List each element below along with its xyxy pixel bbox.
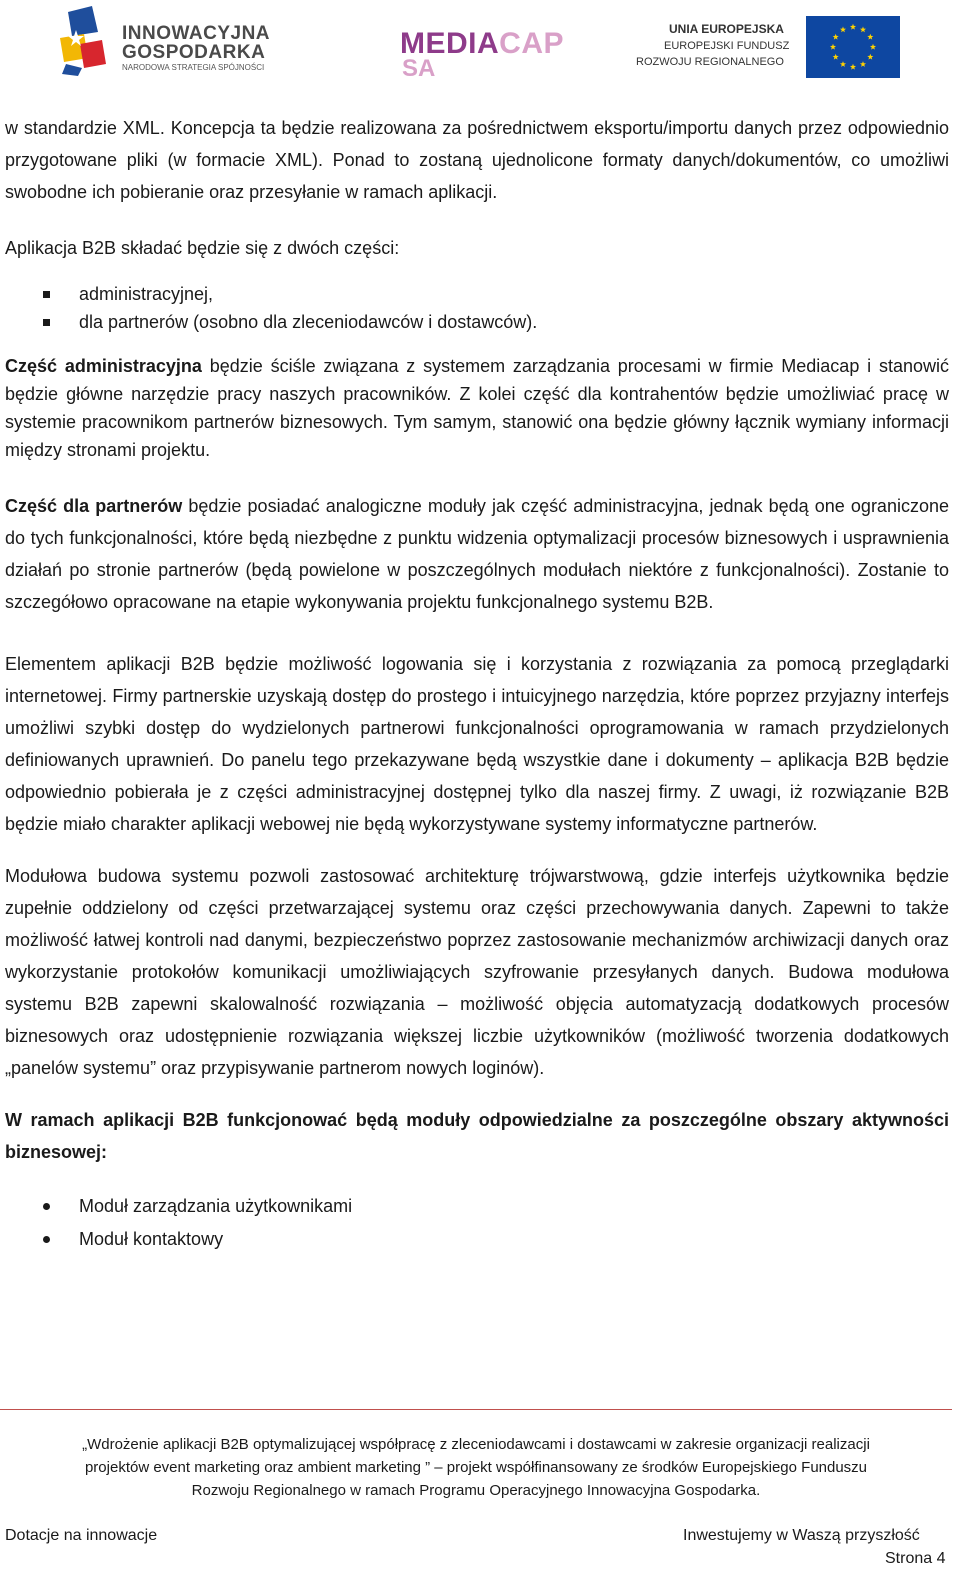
round-bullet-icon xyxy=(43,1203,50,1210)
paragraph-architecture: Modułowa budowa systemu pozwoli zastosować architekturę trójwarstwową, gdzie interfejs użytkownika będzie zupełnie oddzielony od części przetwarzającej systemu oraz części przechowywania danych. Zapewni to także możliwość łatwej kontroli nad danymi, bezpieczeństwo poprzez zastosowanie mechanizmów archiwizacji danych oraz wykorzystanie protokołów komunikacji umożliwiających szyfrowanie przesyłanych danych. Budowa modułowa systemu B2B zapewni skalowalność rozwiązania – możliwość objęcia automatyzacją dodatkowych procesów biznesowych oraz udostępnienie rozwiązania większej liczbie użytkowników (możliwość tworzenia dodatkowych „panelów systemu” oraz przypisywanie partnerom nowych loginów). xyxy=(5,866,949,1078)
mediacap-cap: CAP xyxy=(499,27,565,60)
bold-lead: Część dla partnerów xyxy=(5,496,183,516)
paragraph-text: będzie ściśle związana z systemem zarządzania procesami w firmie Mediacap i stanowić będzie główne narzędzie pracy naszych pracowników. Z kolei część dla kontrahentów będzie umożliwiać pracę w systemie pracownikom partnerów biznesowych. Tym samym, stanowić ona będzie główny łącznik wymiany informacji między stronami projektu. xyxy=(5,356,949,460)
eu-logo-line1: UNIA EUROPEJSKA xyxy=(669,22,784,36)
parts-list xyxy=(5,280,949,336)
list-item-text: Moduł kontaktowy xyxy=(79,1229,224,1249)
footnote-line1: „Wdrożenie aplikacji B2B optymalizującej współpracę z zleceniodawcami i dostawcami w zakresie organizacji realizacji xyxy=(82,1436,870,1453)
ig-logo-line2: GOSPODARKA xyxy=(122,42,266,63)
square-bullet-icon xyxy=(43,319,50,326)
mediacap-logo xyxy=(400,28,570,84)
footer-divider xyxy=(0,1409,952,1410)
round-bullet-icon xyxy=(43,1236,50,1243)
footer-right-text: Inwestujemy w Waszą przyszłość xyxy=(683,1527,920,1544)
footer-left-text: Dotacje na innowacje xyxy=(5,1527,158,1544)
mediacap-sa: SA xyxy=(402,55,436,82)
project-footnote xyxy=(10,1433,942,1502)
list-item xyxy=(5,1223,949,1256)
innowacyjna-gospodarka-logo xyxy=(58,6,308,76)
page-header xyxy=(0,0,960,92)
list-item-text: Moduł zarządzania użytkownikami xyxy=(79,1196,353,1216)
list-item-text: administracyjnej, xyxy=(79,284,214,304)
paragraph-login: Elementem aplikacji B2B będzie możliwość logowania się i korzystania z rozwiązania za pomocą przeglądarki internetowej. Firmy partnerskie uzyskają dostęp do prostego i intuicyjnego narzędzia, które poprzez przyjazny interfejs umożliwi szybki dostęp do wydzielonych partnerowi funkcjonalności oprogramowania w ramach przydzielonych definiowanych uprawnień. Do panelu tego przekazywane będą wszystkie dane i dokumenty – aplikacja B2B będzie odpowiednio pobierała je z części administracyjnej dostępnej tylko dla naszej firmy. Z uwagi, iż rozwiązanie B2B będzie miało charakter aplikacji webowej nie będą wykorzystywane systemy informatyczne partnerów. xyxy=(5,654,949,834)
ig-logo-line1: INNOWACYJNA xyxy=(122,23,271,44)
ig-logo-line3: NARODOWA STRATEGIA SPÓJNOŚCI xyxy=(122,63,265,72)
list-item xyxy=(5,308,949,336)
page-number: Strona 4 xyxy=(885,1550,946,1567)
list-item xyxy=(5,1190,949,1223)
eu-logo-line3: ROZWOJU REGIONALNEGO xyxy=(636,56,784,68)
paragraph-modules-heading: W ramach aplikacji B2B funkcjonować będą moduły odpowiedzialne za poszczególne obszary aktywności biznesowej: xyxy=(5,1110,949,1162)
mediacap-media: MEDIA xyxy=(400,27,500,60)
eu-flag-icon xyxy=(806,16,900,78)
document-body xyxy=(5,112,949,1256)
paragraph-intro: Aplikacja B2B składać będzie się z dwóch części: xyxy=(5,238,400,258)
list-item xyxy=(5,280,949,308)
paragraph-admin-part xyxy=(5,352,949,464)
ig-emblem-icon xyxy=(58,6,106,76)
bold-lead: Część administracyjna xyxy=(5,356,202,376)
paragraph-xml: w standardzie XML. Koncepcja ta będzie realizowana za pośrednictwem eksportu/importu danych przez odpowiednio przygotowane pliki (w formacie XML). Ponad to zostaną ujednolicone formaty danych/dokumentów, co umożliwi swobodne ich pobieranie oraz przesyłanie w ramach aplikacji. xyxy=(5,118,949,202)
square-bullet-icon xyxy=(43,291,50,298)
eu-logo-line2: EUROPEJSKI FUNDUSZ xyxy=(664,40,790,52)
modules-list xyxy=(5,1190,949,1256)
list-item-text: dla partnerów (osobno dla zleceniodawców i dostawców). xyxy=(79,312,538,332)
eu-logo xyxy=(636,16,902,78)
paragraph-partner-part xyxy=(5,490,949,618)
footnote-line3: Rozwoju Regionalnego w ramach Programu Operacyjnego Innowacyjna Gospodarka. xyxy=(191,1482,761,1499)
paragraph-text: będzie posiadać analogiczne moduły jak część administracyjna, jednak będą one ograniczone do tych funkcjonalności, które będą niezbędne z punktu widzenia optymalizacji procesów biznesowych i usprawnienia działań po stronie partnerów (będą powielone w poszczególnych modułach niektóre z funkcjonalności). Zostanie to szczegółowo opracowane na etapie wykonywania projektu funkcjonalnego systemu B2B. xyxy=(5,496,949,612)
footnote-line2: projektów event marketing oraz ambient marketing ” – projekt współfinansowany ze środków Europejskiego Funduszu xyxy=(84,1459,868,1476)
